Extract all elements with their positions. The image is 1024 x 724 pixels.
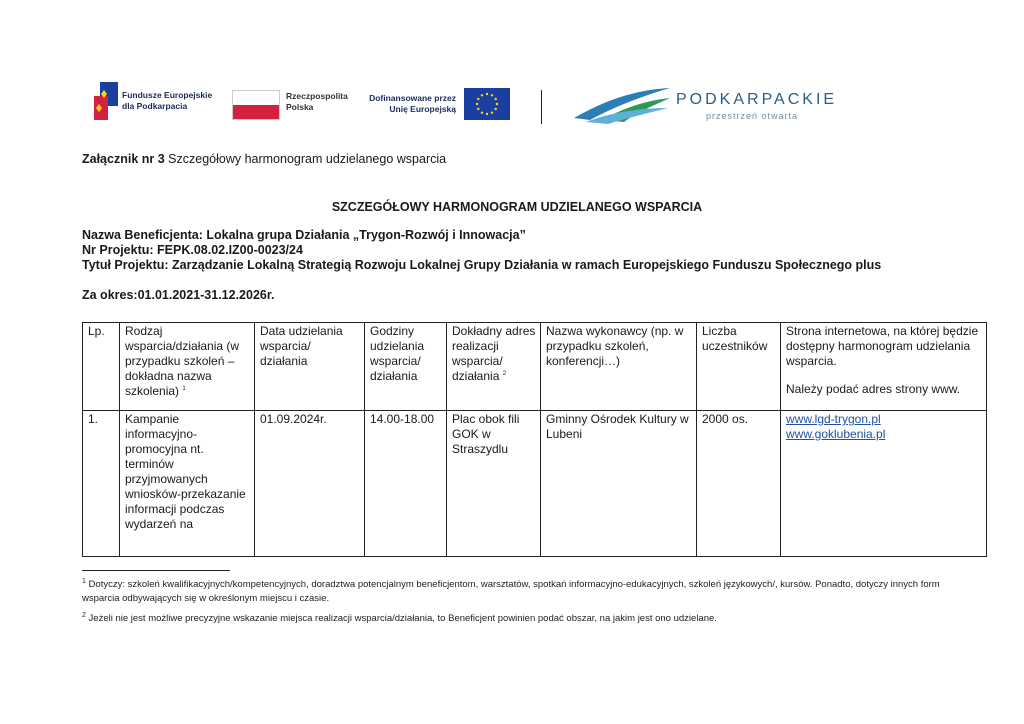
header-lp: Lp.: [83, 323, 120, 411]
cell-rodzaj: [120, 411, 255, 557]
polish-flag-icon: [232, 90, 280, 120]
header-strona-note: Należy podać adres strony www.: [786, 382, 961, 396]
link-lgd-trygon[interactable]: www.lgd-trygon.pl: [786, 412, 881, 426]
header-liczba: Liczba uczestników: [697, 323, 781, 411]
beneficiary-line: Nazwa Beneficjenta: Lokalna grupa Działania „Trygon-Rozwój i Innowacja”: [82, 228, 526, 242]
fe-emblem-icon: [94, 82, 118, 120]
header-wykonawca: Nazwa wykonawcy (np. w przypadku szkoleń, konferencji…): [541, 323, 697, 411]
footnote-1-text: Dotyczy: szkoleń kwalifikacyjnych/kompetencyjnych, doradztwa potencjalnym beneficjentom, warsztatów, spotkań informacyjno-edukacyjnych, szkoleń językowych/, kursów. Ponadto, dotyczy innych form wsparcia odbywających się w określonym miejscu i czasie.: [82, 579, 940, 604]
unia-europejska-logo: [368, 88, 513, 122]
header-rodzaj: [120, 323, 255, 411]
cell-liczba: 2000 os.: [697, 411, 781, 557]
cell-adres: Plac obok fili GOK w Straszydlu: [447, 411, 541, 557]
podkarpackie-name: PODKARPACKIE: [676, 91, 838, 108]
document-title: SZCZEGÓŁOWY HARMONOGRAM UDZIELANEGO WSPARCIA: [331, 200, 703, 214]
footnote-2: [82, 612, 962, 626]
logo-divider: [541, 90, 542, 124]
footnote-ref-2: 2: [502, 371, 507, 377]
ue-logo-line2: Unię Europejską: [389, 104, 456, 114]
rp-logo-line1: Rzeczpospolita: [286, 91, 348, 101]
table-row: [83, 411, 987, 557]
project-title-line: Tytuł Projektu: Zarządzanie Lokalną Strategią Rozwoju Lokalnej Grupy Działania w ramach Europejskiego Funduszu Społecznego plus: [82, 258, 882, 272]
cell-strona: [781, 411, 987, 557]
cell-lp: 1.: [83, 411, 120, 557]
podkarpackie-tagline: przestrzeń otwarta: [706, 111, 799, 121]
link-goklubenia[interactable]: www.goklubenia.pl: [786, 427, 886, 441]
footnote-divider: [82, 570, 230, 571]
annex-label: Załącznik nr 3: [82, 152, 165, 166]
footnote-1-number: 1: [82, 577, 86, 585]
cell-rodzaj-text: Kampanie informacyjno-promocyjna nt. terminów przyjmowanych wniosków-przekazanie informacji podczas wydarzeń na: [125, 412, 246, 531]
rzeczpospolita-polska-logo: [232, 88, 362, 122]
fundusze-europejskie-logo: [94, 82, 224, 122]
rp-logo-line2: Polska: [286, 102, 314, 112]
annex-text: Szczegółowy harmonogram udzielanego wsparcia: [164, 152, 447, 166]
podkarpackie-swoosh-icon: [572, 82, 672, 124]
fe-logo-line1: Fundusze Europejskie: [122, 90, 213, 100]
cell-godziny: 14.00-18.00: [365, 411, 447, 557]
project-number-line: Nr Projektu: FEPK.08.02.IZ00-0023/24: [82, 243, 303, 257]
ue-logo-line1: Dofinansowane przez: [369, 93, 456, 103]
cell-data: 01.09.2024r.: [255, 411, 365, 557]
footnote-2-number: 2: [82, 611, 86, 619]
podkarpackie-logo: [572, 82, 842, 124]
period-line: Za okres:01.01.2021-31.12.2026r.: [82, 288, 275, 302]
fe-logo-line2: dla Podkarpacia: [122, 101, 188, 111]
cell-wykonawca: Gminny Ośrodek Kultury w Lubeni: [541, 411, 697, 557]
annex-line: [82, 152, 446, 166]
eu-flag-icon: [464, 88, 510, 120]
header-strona: [781, 323, 987, 411]
header-adres-text: Dokładny adres realizacji wsparcia/ działania: [452, 324, 536, 383]
header-data: Data udzielania wsparcia/ działania: [255, 323, 365, 411]
header-adres: [447, 323, 541, 411]
schedule-table: [82, 322, 987, 557]
footnote-1: [82, 578, 962, 606]
footnote-ref-1: 1: [182, 386, 186, 392]
header-strona-text: Strona internetowa, na której będzie dostępny harmonogram udzielania wsparcia.: [786, 324, 979, 368]
footnote-2-text: Jeżeli nie jest możliwe precyzyjne wskazanie miejsca realizacji wsparcia/działania, to Beneficjent powinien podać obszar, na jakim jest ono udzielane.: [88, 613, 717, 624]
table-header-row: [83, 323, 987, 411]
header-godziny: Godziny udzielania wsparcia/ działania: [365, 323, 447, 411]
header-rodzaj-text: Rodzaj wsparcia/działania (w przypadku szkoleń – dokładna nazwa szkolenia): [125, 324, 240, 398]
